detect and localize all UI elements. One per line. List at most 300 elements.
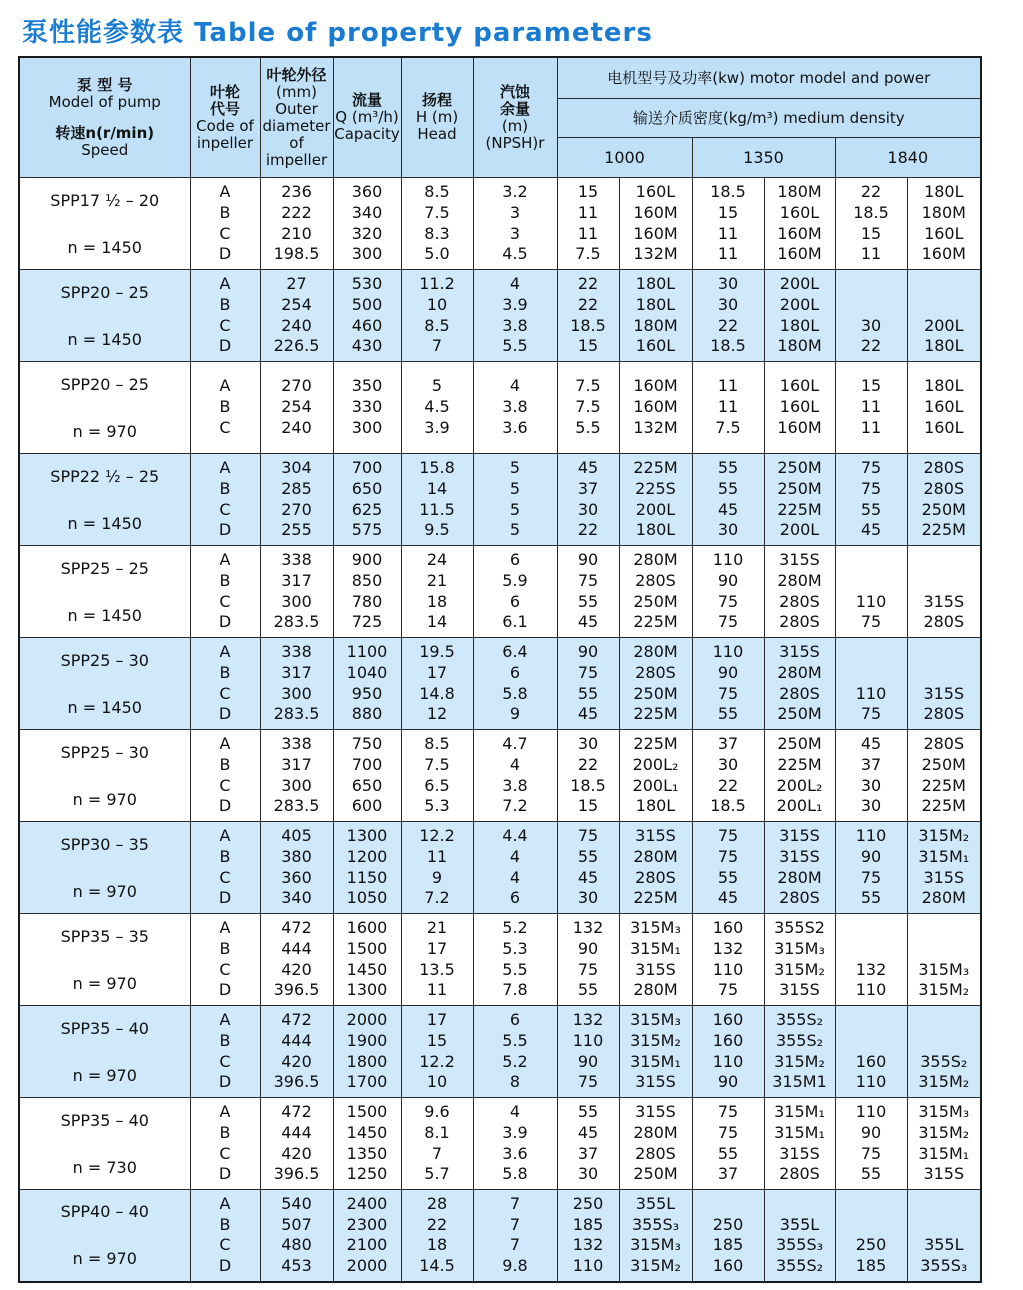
head-value: 8.5 <box>424 315 450 335</box>
diameter-value: 210 <box>281 223 312 243</box>
power-1000-value: 90 <box>577 1051 599 1071</box>
code-value: A <box>219 1193 231 1213</box>
motor-1350-value: 160L <box>779 376 820 396</box>
diameter-value: 240 <box>281 417 312 437</box>
code-value: A <box>219 734 231 754</box>
motor-1840-value: 160L <box>924 223 964 243</box>
motor-1000-value: 200L₂ <box>632 754 679 774</box>
npsh-value: 6.4 <box>502 642 528 662</box>
flow-value: 1500 <box>346 938 388 958</box>
head-cell <box>401 546 473 638</box>
motor-1840-value: 315M₂ <box>918 1122 970 1142</box>
table-row <box>19 454 981 546</box>
motor-1350-cell <box>764 822 835 914</box>
model-name: SPP35 – 40 <box>60 1110 149 1130</box>
diameter-value: 285 <box>281 478 312 498</box>
code-value: D <box>218 1255 232 1275</box>
motor-1840-value: 180M <box>921 202 966 222</box>
head-value: 8.5 <box>424 182 450 202</box>
motor-1000-value: 200L₁ <box>632 775 679 795</box>
diameter-cell <box>260 822 333 914</box>
header-code-zh: 叶轮代号 <box>209 82 240 118</box>
motor-1000-value: 250M <box>633 683 678 703</box>
npsh-value: 7 <box>509 1193 521 1213</box>
power-1840-value: 75 <box>860 867 882 887</box>
diameter-value: 444 <box>281 1122 312 1142</box>
head-cell <box>401 914 473 1006</box>
code-value: A <box>219 182 231 202</box>
power-1000-value: 90 <box>577 642 599 662</box>
code-value: A <box>219 642 231 662</box>
motor-1840-cell <box>907 1190 981 1282</box>
motor-1840-value: 315M₃ <box>918 959 970 979</box>
table-row <box>19 178 981 270</box>
diameter-value: 283.5 <box>273 612 320 632</box>
motor-1840-value <box>908 939 981 960</box>
diameter-value: 472 <box>281 1102 312 1122</box>
header-head-en: H (m) Head <box>415 108 459 143</box>
head-cell <box>401 822 473 914</box>
npsh-value: 4.4 <box>502 826 528 846</box>
motor-1840-value <box>908 663 981 684</box>
head-value: 9.6 <box>424 1102 450 1122</box>
table-row <box>19 822 981 914</box>
power-1350-value: 90 <box>717 662 739 682</box>
motor-1840-value: 225M <box>921 796 966 816</box>
power-1350-value: 160 <box>712 1255 744 1275</box>
head-cell <box>401 454 473 546</box>
npsh-value: 5.5 <box>502 959 528 979</box>
flow-value: 330 <box>351 397 383 417</box>
motor-1350-value: 280M <box>777 662 822 682</box>
motor-1000-cell <box>619 546 692 638</box>
diameter-value: 380 <box>281 846 312 866</box>
head-value: 11.2 <box>419 274 455 294</box>
diameter-cell <box>260 638 333 730</box>
power-1840-cell <box>835 1098 907 1190</box>
code-value: A <box>219 1102 231 1122</box>
code-value: B <box>219 294 231 314</box>
motor-1000-value: 225M <box>633 458 678 478</box>
power-1840-value: 110 <box>855 683 887 703</box>
model-cell <box>19 730 190 822</box>
power-1840-value <box>836 1010 907 1031</box>
power-1840-value: 132 <box>855 959 887 979</box>
code-cell <box>190 1098 260 1190</box>
diameter-value: 283.5 <box>273 704 320 724</box>
head-cell <box>401 1006 473 1098</box>
code-value: C <box>219 315 231 335</box>
power-1350-value: 160 <box>712 918 744 938</box>
diameter-value: 270 <box>281 499 312 519</box>
motor-1000-value: 225S <box>635 478 676 498</box>
motor-1000-value: 160M <box>633 376 678 396</box>
npsh-value: 3.9 <box>502 294 528 314</box>
motor-1350-value: 250M <box>777 478 822 498</box>
header-head-zh: 扬程 <box>421 91 452 109</box>
flow-value: 880 <box>351 704 383 724</box>
motor-1350-cell <box>764 178 835 270</box>
power-1000-cell <box>557 178 619 270</box>
diameter-cell <box>260 178 333 270</box>
npsh-value: 3.6 <box>502 1143 528 1163</box>
code-value: B <box>219 397 231 417</box>
npsh-cell <box>473 1190 557 1282</box>
motor-1840-value: 355L <box>924 1235 964 1255</box>
npsh-value: 3.8 <box>502 315 528 335</box>
npsh-value: 6.1 <box>502 612 528 632</box>
power-1000-value: 30 <box>577 888 599 908</box>
motor-1000-value: 132M <box>633 417 678 437</box>
flow-value: 1600 <box>346 918 388 938</box>
header-speed-en: Speed <box>81 140 129 159</box>
power-1350-cell <box>692 1006 764 1098</box>
power-1840-value <box>836 571 907 592</box>
head-value: 5.0 <box>424 244 450 264</box>
diameter-value: 27 <box>286 274 307 294</box>
motor-1840-value <box>908 550 981 571</box>
code-cell <box>190 178 260 270</box>
motor-1840-cell <box>907 178 981 270</box>
head-value: 12.2 <box>419 826 455 846</box>
motor-1840-value: 280S <box>923 612 965 632</box>
header-model-en: Model of pump <box>48 92 161 111</box>
flow-value: 2000 <box>346 1010 388 1030</box>
motor-1840-cell <box>907 822 981 914</box>
code-value: A <box>219 458 231 478</box>
npsh-cell <box>473 454 557 546</box>
diameter-value: 472 <box>281 918 312 938</box>
power-1350-value: 22 <box>717 775 739 795</box>
table-row <box>19 730 981 822</box>
power-1350-cell <box>692 362 764 454</box>
motor-1840-value <box>908 295 981 316</box>
power-1000-value: 18.5 <box>570 315 606 335</box>
power-1000-cell <box>557 730 619 822</box>
diameter-value: 240 <box>281 315 312 335</box>
head-value: 11.5 <box>419 499 455 519</box>
model-speed: n = 1450 <box>67 605 142 625</box>
npsh-value: 4 <box>509 754 521 774</box>
power-1350-value: 75 <box>717 612 739 632</box>
motor-1000-value: 160L <box>635 182 676 202</box>
power-1350-cell <box>692 270 764 362</box>
motor-1000-value: 132M <box>633 244 678 264</box>
power-1840-value: 30 <box>860 775 882 795</box>
motor-1350-cell <box>764 1098 835 1190</box>
code-value: B <box>219 202 231 222</box>
motor-1350-value: 355S₂ <box>775 1255 824 1275</box>
head-value: 12.2 <box>419 1051 455 1071</box>
motor-1000-cell <box>619 362 692 454</box>
motor-1000-value: 315M₁ <box>630 938 681 958</box>
flow-value: 1300 <box>346 826 388 846</box>
diameter-cell <box>260 546 333 638</box>
npsh-value: 3.8 <box>502 397 528 417</box>
motor-1350-cell <box>764 1190 835 1282</box>
flow-value: 1350 <box>346 1143 388 1163</box>
power-1350-value: 37 <box>717 734 739 754</box>
power-1840-value: 15 <box>860 376 882 396</box>
flow-value: 700 <box>351 458 383 478</box>
model-name: SPP22 ½ – 25 <box>50 466 160 486</box>
code-value: D <box>218 888 232 908</box>
npsh-value: 9.8 <box>502 1255 528 1275</box>
npsh-value: 6 <box>509 1010 521 1030</box>
motor-1000-cell <box>619 914 692 1006</box>
model-cell <box>19 1006 190 1098</box>
npsh-value: 4 <box>509 274 521 294</box>
power-1350-cell <box>692 822 764 914</box>
power-1840-value: 18.5 <box>853 202 889 222</box>
model-name: SPP25 – 25 <box>60 558 149 578</box>
power-1000-value: 90 <box>577 550 599 570</box>
motor-1000-cell <box>619 822 692 914</box>
power-1350-value: 55 <box>717 867 739 887</box>
motor-1350-value: 160M <box>777 223 822 243</box>
model-name: SPP40 – 40 <box>60 1202 149 1222</box>
npsh-cell <box>473 914 557 1006</box>
power-1840-value: 160 <box>855 1051 887 1071</box>
motor-1000-cell <box>619 454 692 546</box>
flow-value: 350 <box>351 376 383 396</box>
motor-1350-value: 250M <box>777 704 822 724</box>
power-1000-value: 75 <box>577 570 599 590</box>
motor-1350-value: 315S <box>779 642 820 662</box>
power-1000-value: 75 <box>577 662 599 682</box>
diameter-value: 236 <box>281 182 312 202</box>
code-value: D <box>218 244 232 264</box>
motor-1350-value: 160M <box>777 417 822 437</box>
motor-1000-cell <box>619 1190 692 1282</box>
npsh-cell <box>473 1006 557 1098</box>
code-value: B <box>219 938 231 958</box>
power-1840-value: 110 <box>855 1102 887 1122</box>
power-1000-value: 15 <box>577 796 599 816</box>
motor-1840-value: 315M₂ <box>918 1072 970 1092</box>
head-cell <box>401 1098 473 1190</box>
header-npsh <box>473 57 557 178</box>
flow-value: 1040 <box>346 662 388 682</box>
diameter-value: 507 <box>281 1214 312 1234</box>
head-value: 4.5 <box>424 397 450 417</box>
power-1350-value: 110 <box>712 1051 744 1071</box>
power-1350-value: 90 <box>717 570 739 590</box>
code-cell <box>190 270 260 362</box>
power-1840-value: 75 <box>860 458 882 478</box>
motor-1840-value: 315S <box>923 867 965 887</box>
power-1000-value: 7.5 <box>575 376 601 396</box>
motor-1350-value: 160L <box>779 397 820 417</box>
power-1000-value: 45 <box>577 867 599 887</box>
model-name: SPP35 – 35 <box>60 926 149 946</box>
motor-1000-value: 180L <box>635 274 676 294</box>
motor-1840-value: 355S₂ <box>920 1051 968 1071</box>
motor-1840-value: 180L <box>924 376 964 396</box>
code-value: C <box>219 1051 231 1071</box>
head-value: 18 <box>426 591 448 611</box>
flow-value: 460 <box>351 315 383 335</box>
flow-value: 1100 <box>346 642 388 662</box>
motor-1840-cell <box>907 1006 981 1098</box>
motor-1000-value: 280S <box>635 867 676 887</box>
power-1350-value: 18.5 <box>710 336 746 356</box>
diameter-value: 396.5 <box>273 1072 320 1092</box>
npsh-cell <box>473 362 557 454</box>
model-speed: n = 970 <box>72 973 137 993</box>
head-value: 10 <box>426 294 448 314</box>
motor-1840-value: 315M₂ <box>918 980 970 1000</box>
head-cell <box>401 362 473 454</box>
power-1840-value: 55 <box>860 1164 882 1184</box>
motor-1840-cell <box>907 1098 981 1190</box>
motor-1350-value: 280S <box>779 888 820 908</box>
power-1350-cell <box>692 730 764 822</box>
power-1350-value: 160 <box>712 1010 744 1030</box>
motor-1000-value: 180L <box>635 796 676 816</box>
flow-value: 320 <box>351 223 383 243</box>
motor-1840-value <box>908 274 981 295</box>
power-1840-value: 37 <box>860 754 882 774</box>
npsh-value: 7.2 <box>502 796 528 816</box>
motor-1000-value: 160M <box>633 202 678 222</box>
motor-1350-value: 250M <box>777 734 822 754</box>
motor-1840-value: 180L <box>924 182 964 202</box>
diameter-value: 540 <box>281 1193 312 1213</box>
motor-1350-value: 315S <box>779 980 820 1000</box>
head-value: 14.8 <box>419 683 455 703</box>
diameter-value: 300 <box>281 775 312 795</box>
table-row <box>19 546 981 638</box>
power-1350-value: 11 <box>717 376 739 396</box>
motor-1350-value: 355L <box>779 1214 820 1234</box>
motor-1840-value <box>908 571 981 592</box>
power-1840-value: 22 <box>860 336 882 356</box>
power-1350-cell <box>692 1190 764 1282</box>
header-speed-zh: 转速n(r/min) <box>55 123 155 142</box>
power-1350-value: 55 <box>717 1143 739 1163</box>
model-name: SPP20 – 25 <box>60 282 149 302</box>
power-1000-value: 15 <box>577 336 599 356</box>
code-value: D <box>218 1072 232 1092</box>
power-1840-value: 75 <box>860 1143 882 1163</box>
power-1000-cell <box>557 638 619 730</box>
code-value: A <box>219 550 231 570</box>
motor-1000-value: 280S <box>635 570 676 590</box>
model-cell <box>19 362 190 454</box>
code-value: C <box>219 591 231 611</box>
power-1000-value: 15 <box>577 182 599 202</box>
motor-1350-cell <box>764 546 835 638</box>
diameter-value: 300 <box>281 683 312 703</box>
head-value: 11 <box>426 980 448 1000</box>
diameter-value: 420 <box>281 1143 312 1163</box>
power-1350-value: 45 <box>717 888 739 908</box>
power-1000-value: 37 <box>577 1143 599 1163</box>
power-1350-value: 132 <box>712 938 744 958</box>
model-speed: n = 1450 <box>67 513 142 533</box>
power-1840-cell <box>835 914 907 1006</box>
motor-1000-value: 180L <box>635 294 676 314</box>
motor-1350-value: 280S <box>779 683 820 703</box>
motor-1840-value: 280S <box>923 458 965 478</box>
power-1350-value: 45 <box>717 499 739 519</box>
model-speed: n = 1450 <box>67 697 142 717</box>
flow-cell <box>333 362 401 454</box>
motor-1000-value: 280M <box>633 846 678 866</box>
diameter-value: 222 <box>281 202 312 222</box>
header-head <box>401 57 473 178</box>
flow-cell <box>333 1006 401 1098</box>
power-1350-value: 110 <box>712 550 744 570</box>
motor-1840-value <box>908 1031 981 1052</box>
model-speed: n = 730 <box>72 1157 137 1177</box>
code-value: C <box>219 223 231 243</box>
head-value: 14 <box>426 612 448 632</box>
power-1000-cell <box>557 914 619 1006</box>
table-row <box>19 914 981 1006</box>
diameter-value: 338 <box>281 550 312 570</box>
header-motor: 电机型号及功率(kw) motor model and power <box>557 57 981 99</box>
flow-value: 1150 <box>346 867 388 887</box>
code-value: D <box>218 612 232 632</box>
npsh-value: 3.8 <box>502 775 528 795</box>
table-row <box>19 1190 981 1282</box>
motor-1350-value: 315M₂ <box>774 959 825 979</box>
table-row <box>19 362 981 454</box>
motor-1350-value: 280S <box>779 1164 820 1184</box>
header-density-1350: 1350 <box>692 138 835 178</box>
motor-1350-value: 280M <box>777 570 822 590</box>
motor-1350-value: 180M <box>777 182 822 202</box>
flow-value: 300 <box>351 244 383 264</box>
motor-1840-value: 315M₂ <box>918 826 970 846</box>
head-value: 28 <box>426 1193 448 1213</box>
power-1350-value: 75 <box>717 683 739 703</box>
motor-1350-value: 200L <box>779 294 820 314</box>
motor-1350-value: 315M₁ <box>774 1122 825 1142</box>
motor-1840-value: 315M₃ <box>918 1102 970 1122</box>
npsh-value: 7 <box>509 1235 521 1255</box>
diameter-value: 283.5 <box>273 796 320 816</box>
flow-value: 1500 <box>346 1102 388 1122</box>
motor-1350-value: 200L <box>779 274 820 294</box>
code-value: B <box>219 662 231 682</box>
power-1350-cell <box>692 178 764 270</box>
table-row <box>19 638 981 730</box>
power-1840-cell <box>835 1006 907 1098</box>
model-cell <box>19 178 190 270</box>
motor-1000-value: 160M <box>633 223 678 243</box>
power-1000-cell <box>557 1098 619 1190</box>
flow-value: 950 <box>351 683 383 703</box>
head-value: 6.5 <box>424 775 450 795</box>
diameter-value: 472 <box>281 1010 312 1030</box>
flow-cell <box>333 546 401 638</box>
motor-1000-value: 280M <box>633 550 678 570</box>
power-1000-cell <box>557 270 619 362</box>
page-title: 泵性能参数表 Table of property parameters <box>22 18 653 48</box>
power-1350-value: 75 <box>717 846 739 866</box>
motor-1840-value: 160L <box>924 417 964 437</box>
code-cell <box>190 730 260 822</box>
motor-1000-value: 180M <box>633 315 678 335</box>
npsh-value: 7 <box>509 1214 521 1234</box>
model-speed: n = 970 <box>72 881 137 901</box>
diameter-value: 360 <box>281 867 312 887</box>
motor-1350-value: 280S <box>779 591 820 611</box>
head-value: 7 <box>431 1143 443 1163</box>
